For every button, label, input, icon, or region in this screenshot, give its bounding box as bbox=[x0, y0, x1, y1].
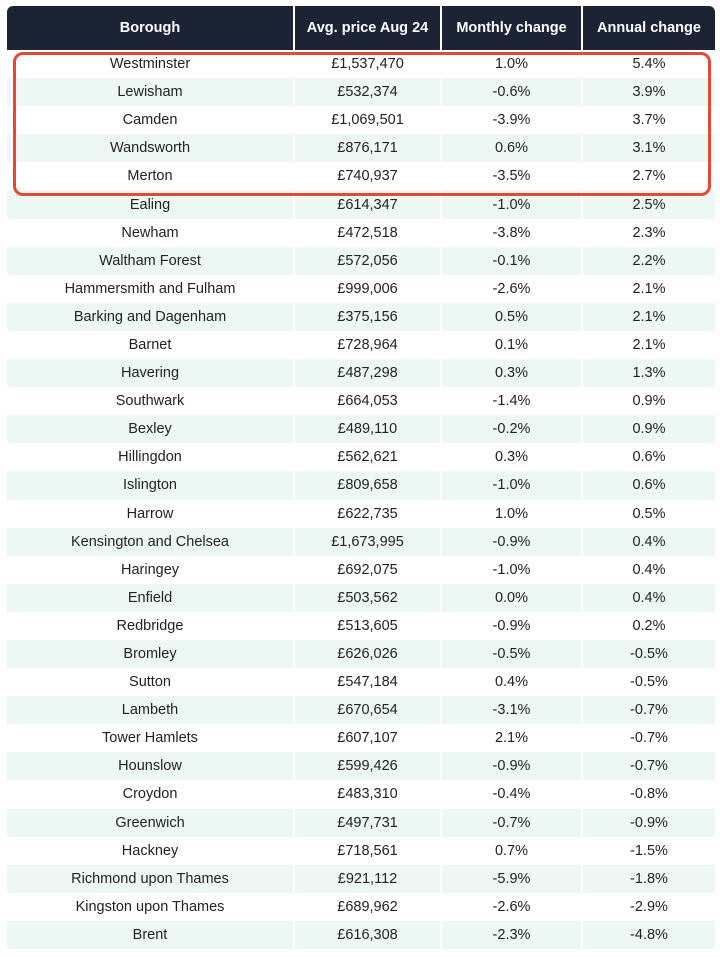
annual-change-cell: -0.7% bbox=[630, 730, 668, 747]
monthly-change-cell: -0.5% bbox=[442, 640, 583, 668]
table-row bbox=[7, 275, 715, 303]
annual-change-cell: -2.9% bbox=[630, 898, 668, 915]
monthly-change-cell: -1.0% bbox=[442, 556, 583, 584]
price-cell: £616,308 bbox=[295, 921, 442, 949]
table-row bbox=[7, 556, 715, 584]
price-cell: £375,156 bbox=[295, 303, 442, 331]
borough-cell: Kensington and Chelsea bbox=[7, 528, 295, 556]
table-row bbox=[7, 78, 715, 106]
annual-change-cell: -1.5% bbox=[630, 842, 668, 859]
table-row bbox=[7, 640, 715, 668]
table-row bbox=[7, 190, 715, 218]
borough-cell: Camden bbox=[7, 106, 295, 134]
monthly-change-cell: -1.4% bbox=[442, 387, 583, 415]
borough-cell: Havering bbox=[7, 359, 295, 387]
table-body bbox=[7, 50, 715, 949]
borough-cell: Islington bbox=[7, 471, 295, 499]
price-cell: £489,110 bbox=[295, 415, 442, 443]
table-row bbox=[7, 106, 715, 134]
annual-change-cell: 3.1% bbox=[583, 134, 715, 162]
annual-change-cell: 1.3% bbox=[583, 359, 715, 387]
annual-change-cell: -1.8% bbox=[583, 865, 715, 893]
price-cell: £921,112 bbox=[295, 865, 442, 893]
table-row bbox=[7, 837, 715, 865]
borough-cell: Lewisham bbox=[7, 78, 295, 106]
table-row bbox=[7, 500, 715, 528]
table-header bbox=[7, 6, 715, 50]
monthly-change-cell: -0.9% bbox=[442, 612, 583, 640]
borough-cell: Haringey bbox=[7, 556, 295, 584]
price-cell: £999,006 bbox=[295, 275, 442, 303]
table-row bbox=[7, 780, 715, 808]
price-cell: £1,069,501 bbox=[295, 106, 442, 134]
table-row bbox=[7, 865, 715, 893]
price-cell: £876,171 bbox=[295, 134, 442, 162]
table-row bbox=[7, 921, 715, 949]
monthly-change-cell: 1.0% bbox=[442, 50, 583, 78]
annual-change-cell: 2.1% bbox=[583, 303, 715, 331]
header-annual-change: Annual change bbox=[597, 20, 701, 36]
annual-change-cell: 0.6% bbox=[632, 449, 666, 466]
annual-change-cell: -0.7% bbox=[583, 752, 715, 780]
annual-change-cell: 0.5% bbox=[632, 505, 666, 522]
price-cell: £622,735 bbox=[295, 500, 442, 528]
monthly-change-cell: -3.1% bbox=[442, 696, 583, 724]
price-cell: £670,654 bbox=[295, 696, 442, 724]
monthly-change-cell: 0.1% bbox=[442, 331, 583, 359]
price-cell: £1,537,470 bbox=[295, 50, 442, 78]
borough-cell: Westminster bbox=[7, 50, 295, 78]
borough-cell: Hackney bbox=[7, 837, 295, 865]
table-row bbox=[7, 303, 715, 331]
borough-cell: Harrow bbox=[7, 500, 295, 528]
monthly-change-cell: 1.0% bbox=[442, 500, 583, 528]
annual-change-cell: 0.6% bbox=[583, 471, 715, 499]
table-row bbox=[7, 219, 715, 247]
price-cell: £718,561 bbox=[295, 837, 442, 865]
price-cell: £547,184 bbox=[295, 668, 442, 696]
annual-change-cell: -4.8% bbox=[583, 921, 715, 949]
annual-change-cell: 2.5% bbox=[583, 190, 715, 218]
price-cell: £728,964 bbox=[295, 331, 442, 359]
borough-cell: Croydon bbox=[7, 780, 295, 808]
monthly-change-cell: 0.0% bbox=[442, 584, 583, 612]
table-row bbox=[7, 331, 715, 359]
price-cell: £503,562 bbox=[295, 584, 442, 612]
annual-change-cell: 0.4% bbox=[583, 584, 715, 612]
annual-change-cell: 0.4% bbox=[583, 528, 715, 556]
borough-cell: Barnet bbox=[7, 331, 295, 359]
annual-change-cell: 3.7% bbox=[632, 112, 666, 129]
price-cell: £740,937 bbox=[295, 162, 442, 190]
borough-cell: Hounslow bbox=[7, 752, 295, 780]
table-row bbox=[7, 528, 715, 556]
borough-cell: Brent bbox=[7, 921, 295, 949]
monthly-change-cell: 0.3% bbox=[442, 359, 583, 387]
monthly-change-cell: -2.3% bbox=[442, 921, 583, 949]
price-cell: £497,731 bbox=[295, 809, 442, 837]
table-row bbox=[7, 893, 715, 921]
annual-change-cell: -0.5% bbox=[630, 674, 668, 691]
table-row bbox=[7, 724, 715, 752]
price-cell: £614,347 bbox=[295, 190, 442, 218]
table-row bbox=[7, 162, 715, 190]
borough-cell: Redbridge bbox=[7, 612, 295, 640]
borough-cell: Greenwich bbox=[7, 809, 295, 837]
annual-change-cell: 2.3% bbox=[632, 224, 666, 241]
annual-change-cell: 5.4% bbox=[632, 56, 666, 73]
annual-change-cell: -0.8% bbox=[630, 786, 668, 803]
annual-change-cell: 0.9% bbox=[583, 415, 715, 443]
monthly-change-cell: -3.9% bbox=[442, 106, 583, 134]
annual-change-cell: 0.2% bbox=[632, 617, 666, 634]
annual-change-cell: -0.9% bbox=[583, 809, 715, 837]
price-cell: £483,310 bbox=[295, 780, 442, 808]
monthly-change-cell: -1.0% bbox=[442, 190, 583, 218]
table-row bbox=[7, 359, 715, 387]
table-row bbox=[7, 584, 715, 612]
monthly-change-cell: -0.4% bbox=[442, 780, 583, 808]
annual-change-cell: -0.7% bbox=[583, 696, 715, 724]
monthly-change-cell: -0.1% bbox=[442, 247, 583, 275]
table-row bbox=[7, 247, 715, 275]
borough-cell: Enfield bbox=[7, 584, 295, 612]
price-cell: £472,518 bbox=[295, 219, 442, 247]
price-cell: £689,962 bbox=[295, 893, 442, 921]
annual-change-cell: 3.9% bbox=[583, 78, 715, 106]
monthly-change-cell: -0.9% bbox=[442, 752, 583, 780]
annual-change-cell: 2.1% bbox=[632, 280, 666, 297]
borough-cell: Sutton bbox=[7, 668, 295, 696]
monthly-change-cell: 0.4% bbox=[442, 668, 583, 696]
header-borough: Borough bbox=[7, 6, 295, 50]
monthly-change-cell: 0.5% bbox=[442, 303, 583, 331]
table-row bbox=[7, 471, 715, 499]
monthly-change-cell: -0.9% bbox=[442, 528, 583, 556]
borough-cell: Hammersmith and Fulham bbox=[7, 275, 295, 303]
table-row bbox=[7, 668, 715, 696]
price-cell: £513,605 bbox=[295, 612, 442, 640]
annual-change-cell: 0.9% bbox=[632, 393, 666, 410]
monthly-change-cell: 0.6% bbox=[442, 134, 583, 162]
borough-cell: Bromley bbox=[7, 640, 295, 668]
price-cell: £572,056 bbox=[295, 247, 442, 275]
monthly-change-cell: -0.2% bbox=[442, 415, 583, 443]
header-avg-price: Avg. price Aug 24 bbox=[295, 6, 442, 50]
price-cell: £809,658 bbox=[295, 471, 442, 499]
price-cell: £1,673,995 bbox=[295, 528, 442, 556]
borough-cell: Hillingdon bbox=[7, 443, 295, 471]
monthly-change-cell: 0.7% bbox=[442, 837, 583, 865]
annual-change-cell: 0.4% bbox=[632, 561, 666, 578]
borough-cell: Wandsworth bbox=[7, 134, 295, 162]
borough-cell: Waltham Forest bbox=[7, 247, 295, 275]
table-row bbox=[7, 134, 715, 162]
table-row bbox=[7, 50, 715, 78]
borough-cell: Kingston upon Thames bbox=[7, 893, 295, 921]
monthly-change-cell: -0.6% bbox=[442, 78, 583, 106]
borough-cell: Richmond upon Thames bbox=[7, 865, 295, 893]
borough-cell: Ealing bbox=[7, 190, 295, 218]
monthly-change-cell: -1.0% bbox=[442, 471, 583, 499]
monthly-change-cell: -2.6% bbox=[442, 275, 583, 303]
price-cell: £487,298 bbox=[295, 359, 442, 387]
price-cell: £692,075 bbox=[295, 556, 442, 584]
annual-change-cell: -0.5% bbox=[583, 640, 715, 668]
table-row bbox=[7, 696, 715, 724]
borough-cell: Bexley bbox=[7, 415, 295, 443]
monthly-change-cell: -0.7% bbox=[442, 809, 583, 837]
price-cell: £626,026 bbox=[295, 640, 442, 668]
price-cell: £532,374 bbox=[295, 78, 442, 106]
monthly-change-cell: -5.9% bbox=[442, 865, 583, 893]
table-row bbox=[7, 752, 715, 780]
monthly-change-cell: -3.5% bbox=[442, 162, 583, 190]
borough-cell: Merton bbox=[7, 162, 295, 190]
monthly-change-cell: 0.3% bbox=[442, 443, 583, 471]
annual-change-cell: 2.2% bbox=[583, 247, 715, 275]
borough-cell: Barking and Dagenham bbox=[7, 303, 295, 331]
table-row bbox=[7, 415, 715, 443]
table-row bbox=[7, 443, 715, 471]
annual-change-cell: 2.1% bbox=[632, 336, 666, 353]
table-row bbox=[7, 387, 715, 415]
monthly-change-cell: -2.6% bbox=[442, 893, 583, 921]
price-cell: £664,053 bbox=[295, 387, 442, 415]
borough-cell: Tower Hamlets bbox=[7, 724, 295, 752]
borough-cell: Southwark bbox=[7, 387, 295, 415]
header-monthly-change: Monthly change bbox=[442, 6, 583, 50]
monthly-change-cell: 2.1% bbox=[442, 724, 583, 752]
price-cell: £599,426 bbox=[295, 752, 442, 780]
price-cell: £562,621 bbox=[295, 443, 442, 471]
annual-change-cell: 2.7% bbox=[632, 168, 666, 185]
price-cell: £607,107 bbox=[295, 724, 442, 752]
table-row bbox=[7, 809, 715, 837]
borough-cell: Lambeth bbox=[7, 696, 295, 724]
table-row bbox=[7, 612, 715, 640]
borough-cell: Newham bbox=[7, 219, 295, 247]
price-table bbox=[7, 6, 715, 949]
monthly-change-cell: -3.8% bbox=[442, 219, 583, 247]
